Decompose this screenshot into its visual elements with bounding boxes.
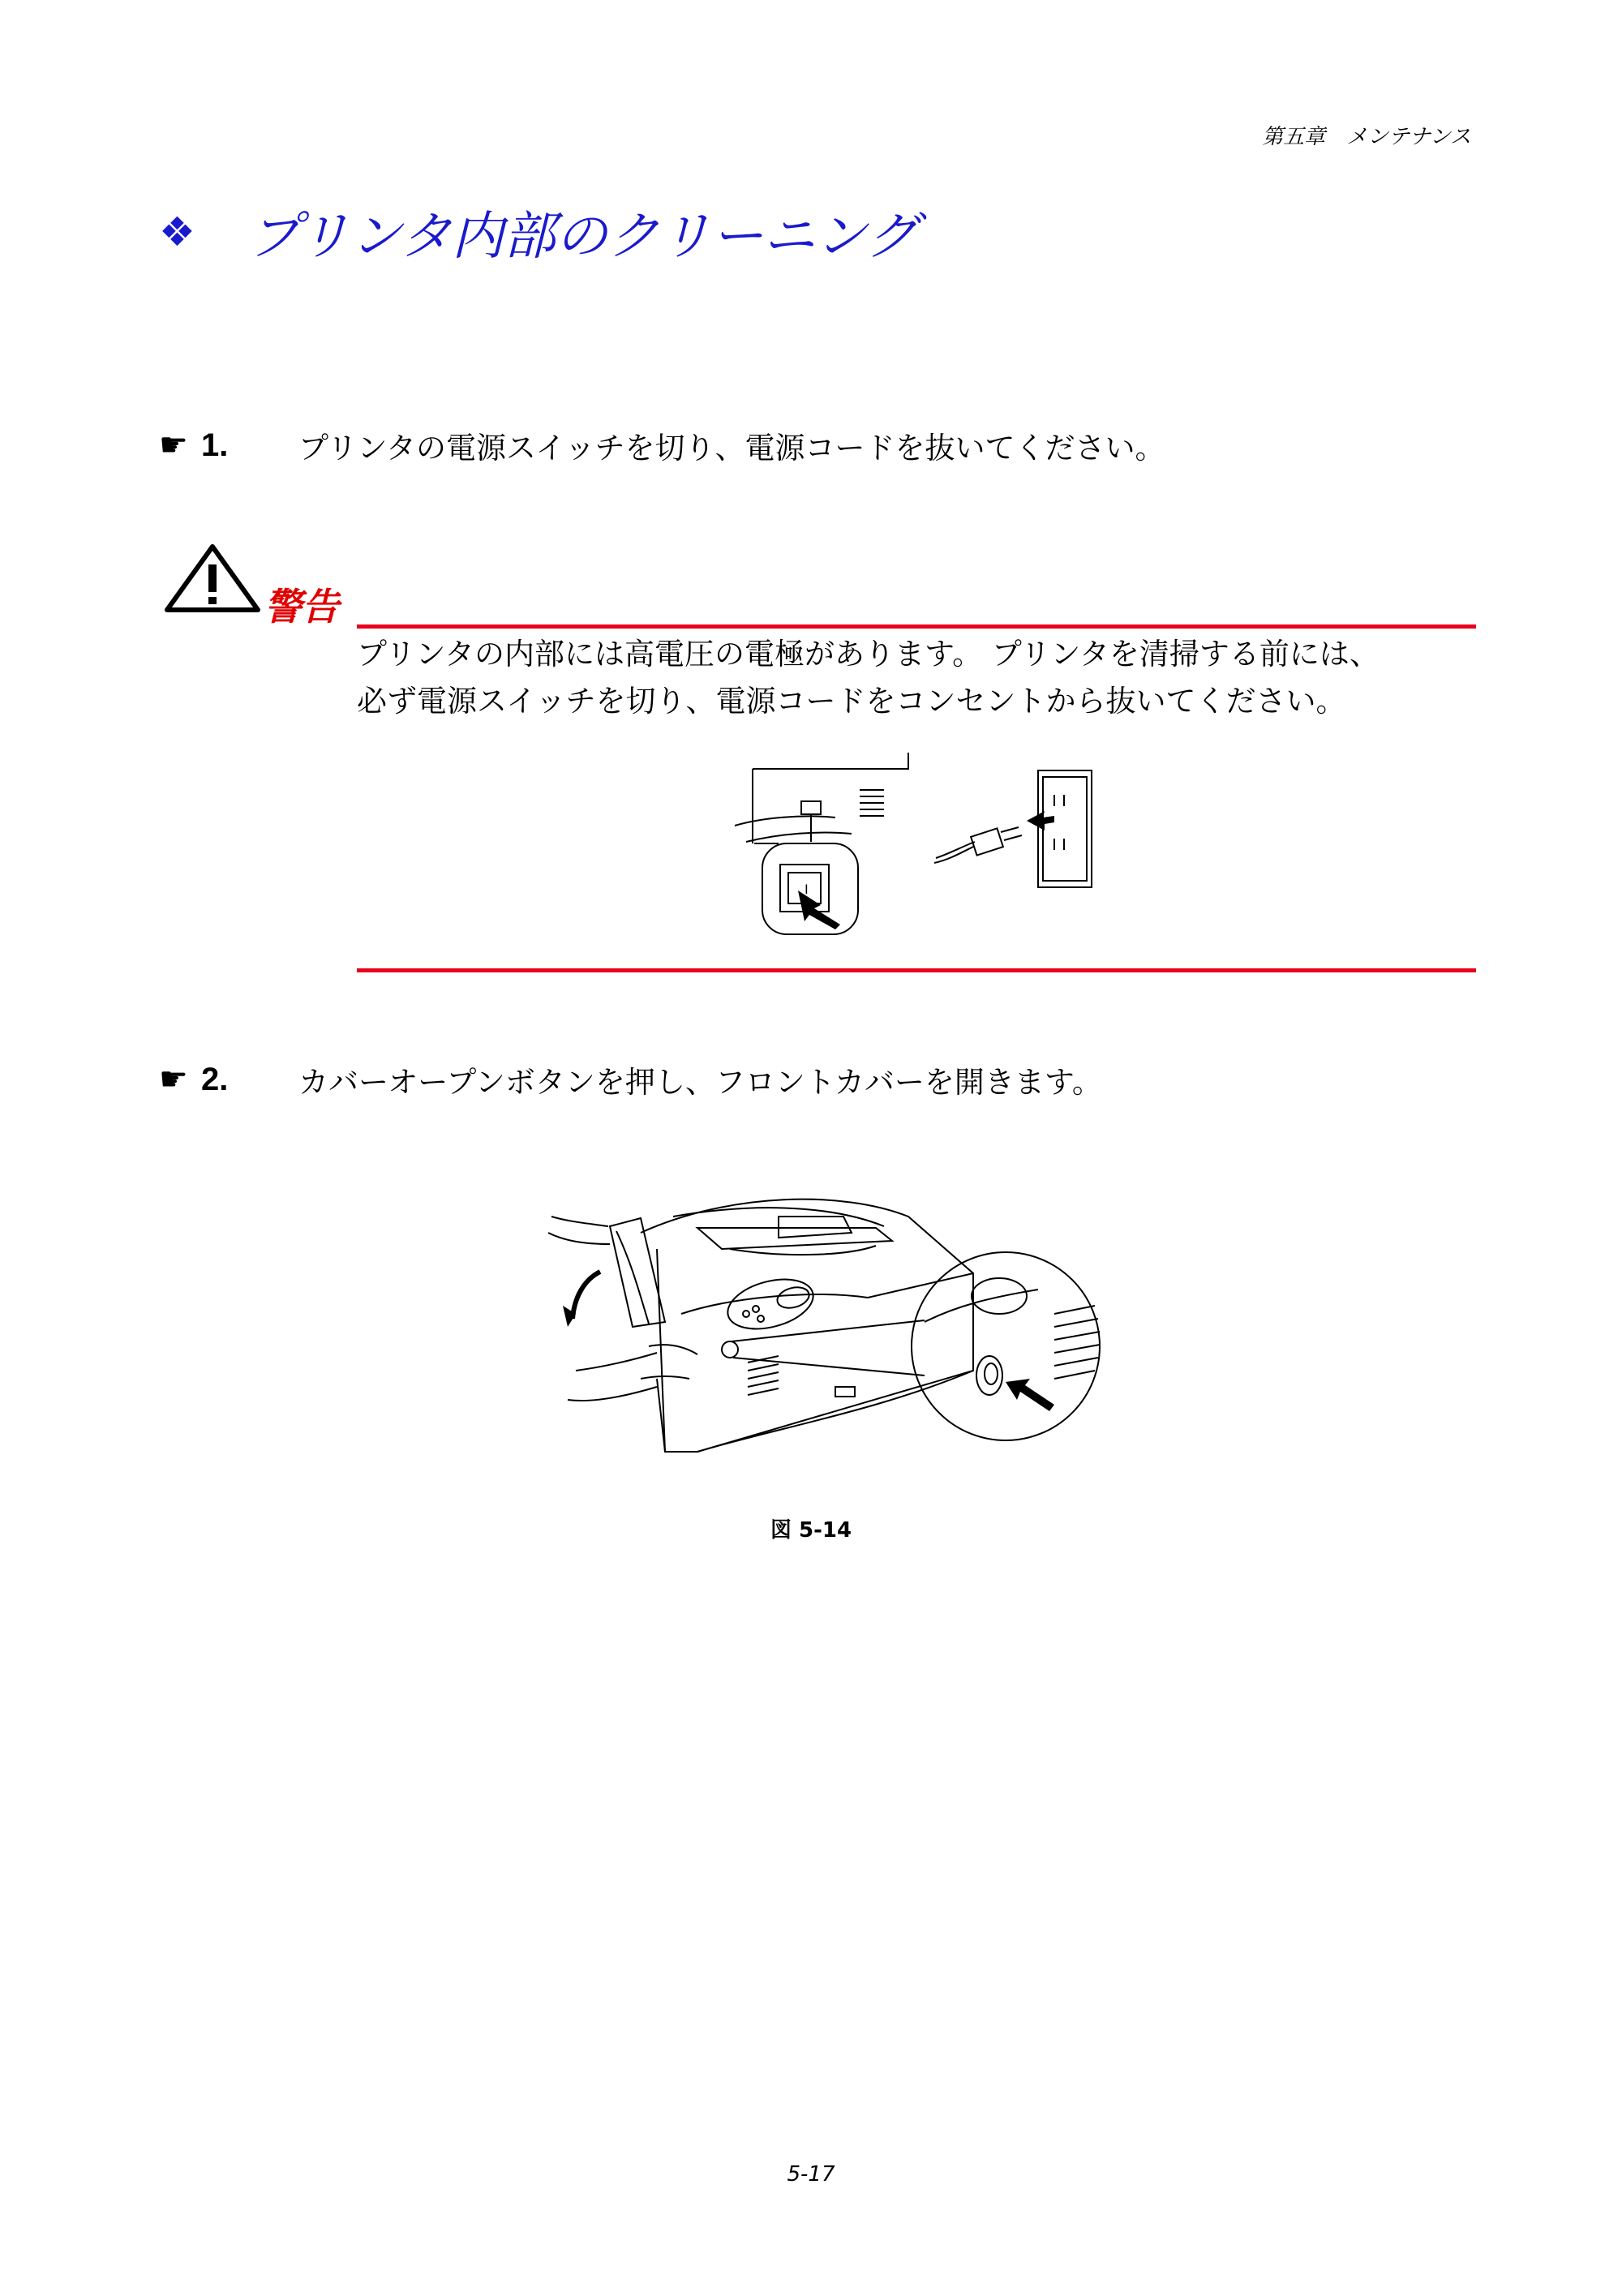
warning-text: [357, 631, 1380, 725]
page-number: 5-17: [787, 2162, 835, 2187]
warning-top-rule: [357, 624, 1476, 629]
chapter-header: 第五章 メンテナンス: [1262, 125, 1471, 149]
warning-line: 必ず電源スイッチを切り、電源コードをコンセントから抜いてください。: [357, 684, 1346, 719]
open-front-cover-illustration: [535, 1184, 1103, 1484]
warning-triangle-icon: [162, 542, 263, 615]
section-title: プリンタ内部のクリーニング: [248, 207, 918, 267]
warning-title: 警告: [264, 585, 339, 629]
step-text: プリンタの電源スイッチを切り、電源コードを抜いてください。: [298, 431, 1165, 466]
pointing-hand-icon: ☛: [159, 1061, 188, 1098]
section-heading: [159, 195, 918, 269]
pointing-hand-icon: ☛: [159, 427, 188, 464]
switch-label: I: [805, 882, 809, 897]
warning-bottom-rule: [357, 968, 1476, 972]
power-off-unplug-illustration: [730, 753, 1103, 938]
step-1: [159, 423, 1165, 467]
warning-line: プリンタの内部には高電圧の電極があります。 プリンタを清掃する前には、: [357, 637, 1380, 672]
step-number: 1.: [201, 427, 229, 463]
step-text: カバーオープンボタンを押し、フロントカバーを開きます。: [298, 1065, 1102, 1100]
diamond-bullet-icon: ❖: [159, 208, 195, 255]
step-2: [159, 1058, 1102, 1101]
figure-caption: 図 5-14: [770, 1518, 852, 1543]
step-number: 2.: [201, 1061, 229, 1097]
